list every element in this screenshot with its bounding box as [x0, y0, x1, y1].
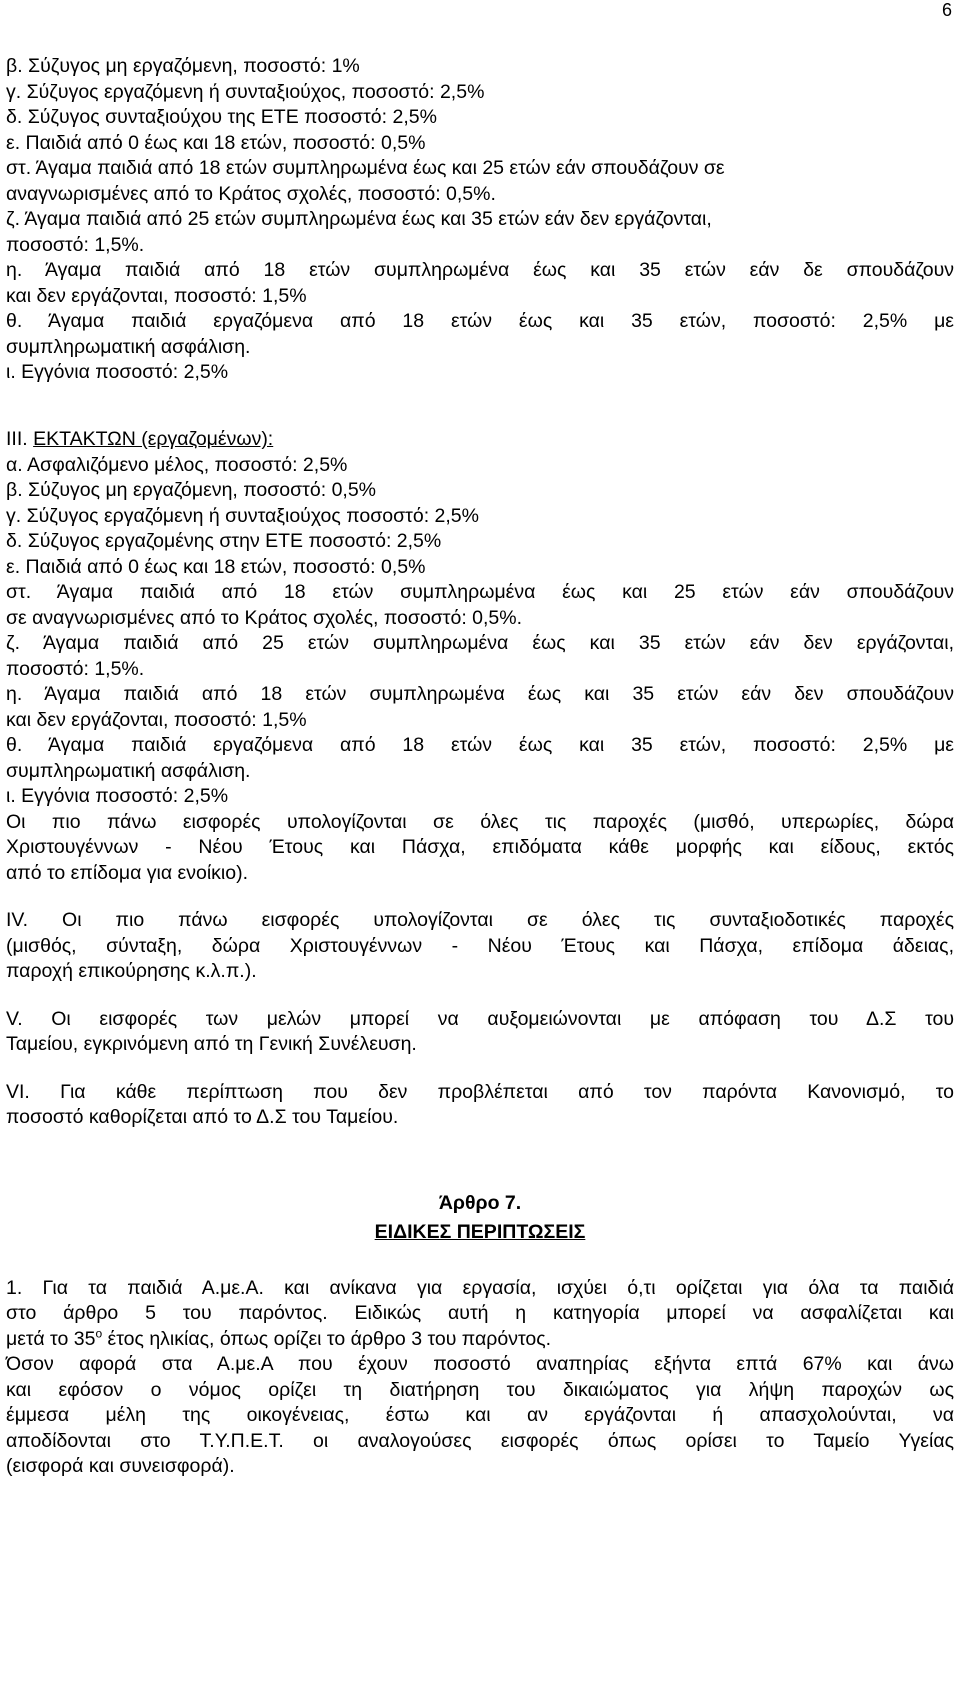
- article-title: Άρθρο 7.: [438, 1191, 522, 1214]
- section-number: ΙΙΙ.: [6, 428, 28, 450]
- paragraph-line: στο άρθρο 5 του παρόντος. Ειδικώς αυτή η κατηγορία μπορεί να ασφαλίζεται και: [6, 1302, 954, 1324]
- list-item: θ. Άγαμα παιδιά εργαζόμενα από 18 ετών έως και 35 ετών, ποσοστό: 2,5% με: [6, 734, 954, 756]
- list-item: συμπληρωματική ασφάλιση.: [6, 759, 251, 782]
- paragraph-line: (εισφορά και συνεισφορά).: [6, 1455, 235, 1477]
- section-6: [6, 1080, 954, 1131]
- list-item: γ. Σύζυγος εργαζόμενη ή συνταξιούχος ποσοστό: 2,5%: [6, 504, 479, 527]
- document-body: [6, 54, 954, 1480]
- paragraph-line: παροχή επικούρησης κ.λ.π.).: [6, 960, 257, 982]
- paragraph-line: Οι πιο πάνω εισφορές υπολογίζονται σε όλες τις παροχές (μισθό, υπερωρίες, δώρα: [6, 810, 954, 833]
- paragraph-line: από το επίδομα για ενοίκιο).: [6, 861, 249, 884]
- list-item: ι. Εγγόνια ποσοστό: 2,5%: [6, 361, 229, 383]
- paragraph-line: [6, 1327, 954, 1353]
- paragraph-line: και εφόσον ο νόμος ορίζει τη διατήρηση του δικαιώματος για λήψη παροχών ως: [6, 1378, 954, 1401]
- list-item: α. Ασφαλιζόμενο μέλος, ποσοστό: 2,5%: [6, 453, 348, 476]
- list-item: στ. Άγαμα παιδιά από 18 ετών συμπληρωμένα έως και 25 ετών εάν σπουδάζουν: [6, 581, 954, 603]
- paragraph-line: VΙ. Για κάθε περίπτωση που δεν προβλέπεται από τον παρόντα Κανονισμό, το: [6, 1080, 954, 1103]
- paragraph-line: ποσοστό καθορίζεται από το Δ.Σ του Ταμείου.: [6, 1106, 399, 1128]
- list-item: στ. Άγαμα παιδιά από 18 ετών συμπληρωμένα έως και 25 ετών εάν σπουδάζουν σε: [6, 157, 725, 179]
- list-item: γ. Σύζυγος εργαζόμενη ή συνταξιούχος, ποσοστό: 2,5%: [6, 80, 485, 103]
- list-item: ποσοστό: 1,5%.: [6, 657, 145, 680]
- list-item: ι. Εγγόνια ποσοστό: 2,5%: [6, 785, 229, 807]
- list-item: και δεν εργάζονται, ποσοστό: 1,5%: [6, 708, 307, 731]
- list-item: θ. Άγαμα παιδιά εργαζόμενα από 18 ετών έως και 35 ετών, ποσοστό: 2,5% με: [6, 310, 954, 332]
- paragraph-line: V. Οι εισφορές των μελών μπορεί να αυξομειώνονται με απόφαση του Δ.Σ του: [6, 1007, 954, 1030]
- list-item: δ. Σύζυγος συνταξιούχου της ΕΤΕ ποσοστό: 2,5%: [6, 106, 437, 128]
- section-4: [6, 908, 954, 985]
- list-item: ζ. Άγαμα παιδιά από 25 ετών συμπληρωμένα έως και 35 ετών εάν δεν εργάζονται,: [6, 208, 712, 230]
- article-body: [6, 1276, 954, 1480]
- article-subtitle-wrap: [6, 1220, 954, 1246]
- article-subtitle: ΕΙΔΙΚΕΣ ΠΕΡΙΠΤΩΣΕΙΣ: [374, 1221, 586, 1243]
- list-item: συμπληρωματική ασφάλιση.: [6, 335, 251, 358]
- list-item: δ. Σύζυγος εργαζομένης στην ΕΤΕ ποσοστό: 2,5%: [6, 530, 442, 552]
- section-2-list: [6, 54, 954, 386]
- list-item: η. Άγαμα παιδιά από 18 ετών συμπληρωμένα έως και 35 ετών εάν δεν σπουδάζουν: [6, 683, 954, 705]
- list-item: ποσοστό: 1,5%.: [6, 233, 145, 256]
- section-3: [6, 427, 954, 886]
- list-item: ζ. Άγαμα παιδιά από 25 ετών συμπληρωμένα έως και 35 ετών εάν δεν εργάζονται,: [6, 632, 954, 654]
- paragraph-line: Ταμείου, εγκρινόμενη από τη Γενική Συνέλευση.: [6, 1033, 417, 1055]
- paragraph-line: Χριστουγέννων - Νέου Έτους και Πάσχα, επιδόματα κάθε μορφής και είδους, εκτός: [6, 836, 954, 858]
- list-item: β. Σύζυγος μη εργαζόμενη, ποσοστό: 1%: [6, 55, 360, 77]
- list-item: και δεν εργάζονται, ποσοστό: 1,5%: [6, 284, 307, 307]
- page-number: 6: [941, 0, 952, 20]
- paragraph-line: έμμεσα μέλη της οικογένειας, έστω και αν εργάζονται ή απασχολούνται, να: [6, 1404, 954, 1426]
- list-item: ε. Παιδιά από 0 έως και 18 ετών, ποσοστό: 0,5%: [6, 131, 426, 154]
- list-item: ε. Παιδιά από 0 έως και 18 ετών, ποσοστό: 0,5%: [6, 555, 426, 578]
- paragraph-line: αποδίδονται στο Τ.Υ.Π.Ε.Τ. οι αναλογούσες εισφορές όπως ορίσει το Ταμείο Υγείας: [6, 1429, 954, 1452]
- text-segment: μετά το 35: [6, 1327, 96, 1350]
- paragraph-line: Όσον αφορά στα Α.με.Α που έχουν ποσοστό αναπηρίας εξήντα επτά 67% και άνω: [6, 1353, 954, 1375]
- paragraph-line: 1. Για τα παιδιά Α.με.Α. και ανίκανα για εργασία, ισχύει ό,τι ορίζεται για όλα τα παιδιά: [6, 1276, 954, 1299]
- list-item: αναγνωρισμένες από το Κράτος σχολές, ποσοστό: 0,5%.: [6, 182, 496, 205]
- section-title: ΕΚΤΑΚΤΩΝ (εργαζομένων):: [33, 428, 274, 450]
- section-3-heading: [6, 427, 954, 453]
- list-item: η. Άγαμα παιδιά από 18 ετών συμπληρωμένα έως και 35 ετών εάν δε σπουδάζουν: [6, 259, 954, 281]
- list-item: σε αναγνωρισμένες από το Κράτος σχολές, ποσοστό: 0,5%.: [6, 606, 523, 629]
- paragraph-line: (μισθός, σύνταξη, δώρα Χριστουγέννων - Νέου Έτους και Πάσχα, επίδομα άδειας,: [6, 934, 954, 957]
- section-5: [6, 1007, 954, 1058]
- superscript: ο: [95, 1326, 103, 1340]
- paragraph-line: ΙV. Οι πιο πάνω εισφορές υπολογίζονται σε όλες τις συνταξιοδοτικές παροχές: [6, 909, 954, 931]
- text-segment: έτος ηλικίας, όπως ορίζει το άρθρο 3 του παρόντος.: [102, 1327, 552, 1350]
- list-item: β. Σύζυγος μη εργαζόμενη, ποσοστό: 0,5%: [6, 479, 377, 501]
